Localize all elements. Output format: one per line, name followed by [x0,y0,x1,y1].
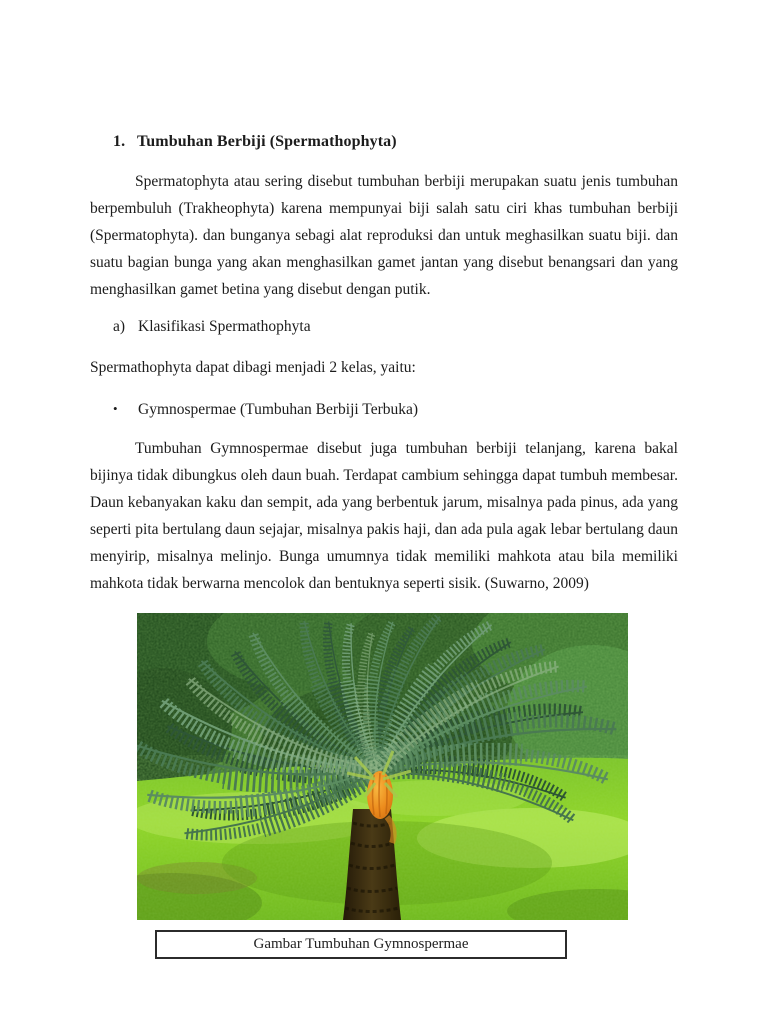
figure-caption-text: Gambar Tumbuhan Gymnospermae [253,936,469,952]
section-number: 1. [113,133,126,150]
figure-caption-box [155,930,567,959]
subheading-marker: a) [113,318,126,335]
subheading-text: Klasifikasi Spermathophyta [138,318,311,335]
paragraph-gymnospermae: Tumbuhan Gymnospermae disebut juga tumbuhan berbiji telanjang, karena bakal bijinya tidak dibungkus oleh daun buah. Terdapat cambium sehingga dapat tumbuh membesar. Daun kebanyakan kaku dan sempit, ada yang berbentuk jarum, misalnya pada pinus, ada yang seperti pita bertulang daun sejajar, misalnya pakis haji, dan ada pula agak lebar bertulang daun menyirip, misalnya melinjo. Bunga umumnya tidak memiliki mahkota atau bila memiliki mahkota tidak berwarna mencolok dan bentuknya seperti sisik. (Suwarno, 2009) [90,440,678,592]
paragraph-spermatophyta: Spermatophyta atau sering disebut tumbuhan berbiji merupakan suatu jenis tumbuhan berpembuluh (Trakheophyta) karena mempunyai biji salah satu ciri khas tumbuhan berbiji (Spermatophyta). dan bunganya sebagi alat reproduksi dan untuk meghasilkan suatu biji. dan suatu bagian bunga yang akan menghasilkan gamet jantan yang disebut benangsari dan yang menghasilkan gamet betina yang disebut dengan putik. [90,173,678,298]
cycad-photo-illustration [137,613,628,920]
classification-intro-line: Spermathophyta dapat dibagi menjadi 2 kelas, yaitu: [90,359,416,376]
bullet-item-text: Gymnospermae (Tumbuhan Berbiji Terbuka) [138,401,419,418]
section-heading-text: Tumbuhan Berbiji (Spermathophyta) [137,133,397,150]
gymnosperm-photo [137,613,628,920]
bullet-icon: • [113,401,118,416]
subheading-klasifikasi [113,318,311,336]
section-heading [113,133,397,151]
bullet-item-gymnospermae [113,400,418,419]
